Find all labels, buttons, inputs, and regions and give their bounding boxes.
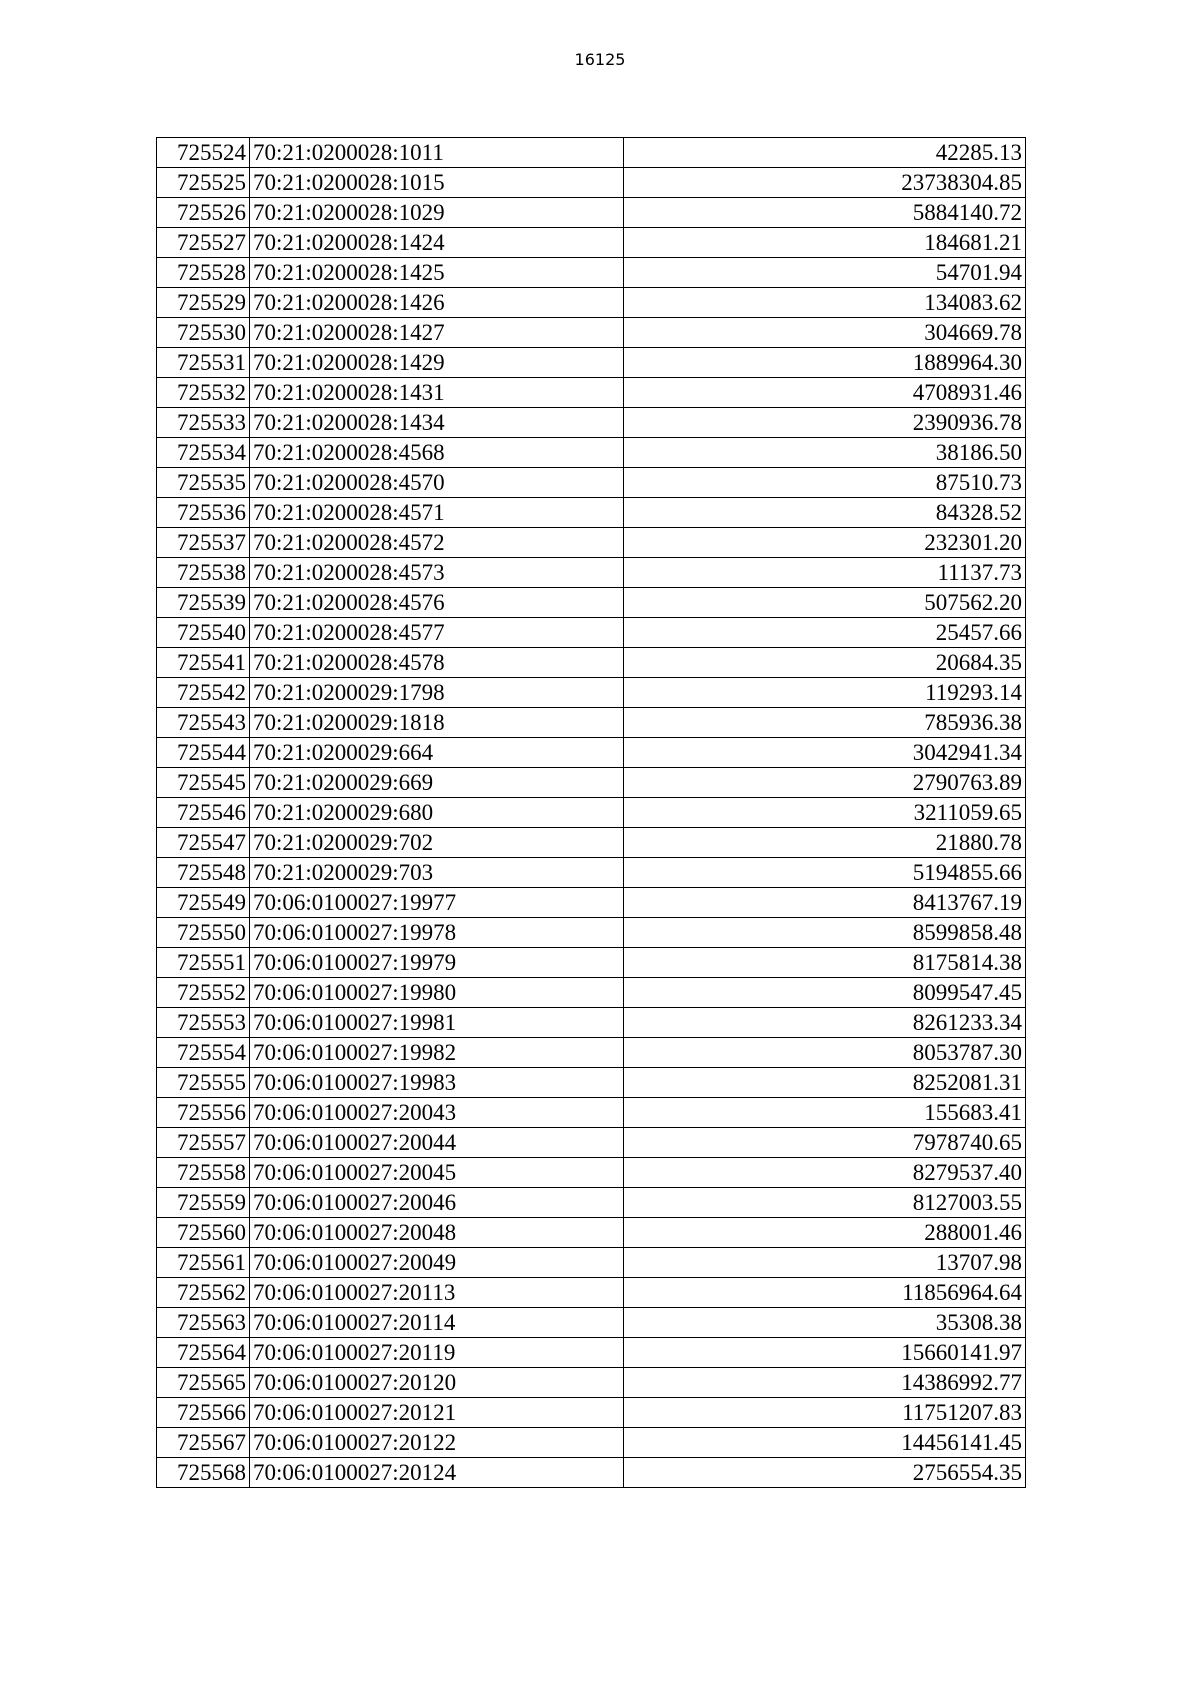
table-row [157, 1008, 1026, 1038]
row-number-cell: 725553 [157, 1008, 250, 1038]
row-number-cell: 725538 [157, 558, 250, 588]
row-number-cell: 725563 [157, 1308, 250, 1338]
cadastral-number-cell: 70:06:0100027:20121 [250, 1398, 624, 1428]
table-row [157, 258, 1026, 288]
row-number-cell: 725547 [157, 828, 250, 858]
table-row [157, 798, 1026, 828]
table-row [157, 678, 1026, 708]
row-number-cell: 725524 [157, 138, 250, 168]
row-number-cell: 725548 [157, 858, 250, 888]
cadastral-value-cell: 3211059.65 [624, 798, 1026, 828]
table-row [157, 378, 1026, 408]
cadastral-number-cell: 70:06:0100027:20124 [250, 1458, 624, 1488]
cadastral-number-cell: 70:21:0200028:1015 [250, 168, 624, 198]
row-number-cell: 725532 [157, 378, 250, 408]
row-number-cell: 725560 [157, 1218, 250, 1248]
row-number-cell: 725568 [157, 1458, 250, 1488]
cadastral-value-cell: 8261233.34 [624, 1008, 1026, 1038]
row-number-cell: 725559 [157, 1188, 250, 1218]
cadastral-number-cell: 70:21:0200029:664 [250, 738, 624, 768]
row-number-cell: 725526 [157, 198, 250, 228]
table-row [157, 1278, 1026, 1308]
cadastral-number-cell: 70:21:0200028:4577 [250, 618, 624, 648]
row-number-cell: 725528 [157, 258, 250, 288]
table-row [157, 618, 1026, 648]
table-row [157, 498, 1026, 528]
cadastral-value-cell: 2390936.78 [624, 408, 1026, 438]
row-number-cell: 725525 [157, 168, 250, 198]
cadastral-value-cell: 3042941.34 [624, 738, 1026, 768]
table-row [157, 708, 1026, 738]
cadastral-number-cell: 70:21:0200029:703 [250, 858, 624, 888]
table-row [157, 438, 1026, 468]
cadastral-number-cell: 70:21:0200028:1011 [250, 138, 624, 168]
cadastral-number-cell: 70:06:0100027:20122 [250, 1428, 624, 1458]
cadastral-value-cell: 5884140.72 [624, 198, 1026, 228]
row-number-cell: 725527 [157, 228, 250, 258]
table-row [157, 1338, 1026, 1368]
row-number-cell: 725561 [157, 1248, 250, 1278]
cadastral-value-cell: 11751207.83 [624, 1398, 1026, 1428]
table-row [157, 1098, 1026, 1128]
cadastral-number-cell: 70:21:0200028:1425 [250, 258, 624, 288]
cadastral-value-cell: 14386992.77 [624, 1368, 1026, 1398]
row-number-cell: 725534 [157, 438, 250, 468]
row-number-cell: 725529 [157, 288, 250, 318]
row-number-cell: 725537 [157, 528, 250, 558]
table-row [157, 228, 1026, 258]
cadastral-number-cell: 70:21:0200028:4571 [250, 498, 624, 528]
cadastral-number-cell: 70:21:0200028:1029 [250, 198, 624, 228]
cadastral-number-cell: 70:21:0200028:4570 [250, 468, 624, 498]
table-row [157, 1188, 1026, 1218]
cadastral-value-cell: 20684.35 [624, 648, 1026, 678]
cadastral-number-cell: 70:21:0200028:4576 [250, 588, 624, 618]
table-row [157, 468, 1026, 498]
cadastral-value-cell: 7978740.65 [624, 1128, 1026, 1158]
cadastral-number-cell: 70:21:0200028:1431 [250, 378, 624, 408]
cadastral-number-cell: 70:21:0200029:680 [250, 798, 624, 828]
cadastral-value-cell: 1889964.30 [624, 348, 1026, 378]
cadastral-number-cell: 70:21:0200028:1424 [250, 228, 624, 258]
cadastral-value-cell: 304669.78 [624, 318, 1026, 348]
table-row [157, 1368, 1026, 1398]
cadastral-number-cell: 70:21:0200028:4568 [250, 438, 624, 468]
cadastral-number-cell: 70:06:0100027:20046 [250, 1188, 624, 1218]
cadastral-value-cell: 15660141.97 [624, 1338, 1026, 1368]
cadastral-value-cell: 87510.73 [624, 468, 1026, 498]
cadastral-value-cell: 2756554.35 [624, 1458, 1026, 1488]
row-number-cell: 725544 [157, 738, 250, 768]
cadastral-number-cell: 70:21:0200028:4572 [250, 528, 624, 558]
cadastral-value-cell: 8053787.30 [624, 1038, 1026, 1068]
table-row [157, 198, 1026, 228]
row-number-cell: 725564 [157, 1338, 250, 1368]
table-row [157, 318, 1026, 348]
row-number-cell: 725549 [157, 888, 250, 918]
table-row [157, 348, 1026, 378]
cadastral-value-cell: 8252081.31 [624, 1068, 1026, 1098]
row-number-cell: 725567 [157, 1428, 250, 1458]
cadastral-number-cell: 70:06:0100027:20048 [250, 1218, 624, 1248]
cadastral-value-cell: 35308.38 [624, 1308, 1026, 1338]
row-number-cell: 725545 [157, 768, 250, 798]
cadastral-value-cell: 14456141.45 [624, 1428, 1026, 1458]
row-number-cell: 725554 [157, 1038, 250, 1068]
row-number-cell: 725542 [157, 678, 250, 708]
table-row [157, 1068, 1026, 1098]
cadastral-value-cell: 23738304.85 [624, 168, 1026, 198]
table-row [157, 1308, 1026, 1338]
table-row [157, 648, 1026, 678]
row-number-cell: 725557 [157, 1128, 250, 1158]
table-row [157, 288, 1026, 318]
table-row [157, 828, 1026, 858]
cadastral-number-cell: 70:06:0100027:20045 [250, 1158, 624, 1188]
table-row [157, 918, 1026, 948]
table-row [157, 528, 1026, 558]
row-number-cell: 725543 [157, 708, 250, 738]
cadastral-number-cell: 70:21:0200028:1427 [250, 318, 624, 348]
table-row [157, 858, 1026, 888]
row-number-cell: 725556 [157, 1098, 250, 1128]
cadastral-value-cell: 288001.46 [624, 1218, 1026, 1248]
row-number-cell: 725551 [157, 948, 250, 978]
cadastral-value-cell: 785936.38 [624, 708, 1026, 738]
cadastral-value-cell: 507562.20 [624, 588, 1026, 618]
cadastral-number-cell: 70:06:0100027:19977 [250, 888, 624, 918]
row-number-cell: 725539 [157, 588, 250, 618]
table-row [157, 1158, 1026, 1188]
row-number-cell: 725565 [157, 1368, 250, 1398]
cadastral-number-cell: 70:21:0200028:1426 [250, 288, 624, 318]
cadastral-number-cell: 70:21:0200028:1429 [250, 348, 624, 378]
row-number-cell: 725535 [157, 468, 250, 498]
cadastral-value-cell: 4708931.46 [624, 378, 1026, 408]
row-number-cell: 725566 [157, 1398, 250, 1428]
table-row [157, 408, 1026, 438]
cadastral-value-cell: 8599858.48 [624, 918, 1026, 948]
cadastral-number-cell: 70:06:0100027:20119 [250, 1338, 624, 1368]
cadastral-value-cell: 42285.13 [624, 138, 1026, 168]
table-row [157, 888, 1026, 918]
row-number-cell: 725552 [157, 978, 250, 1008]
table-row [157, 1398, 1026, 1428]
page-number: 16125 [574, 50, 626, 69]
cadastral-value-table [156, 137, 1026, 1488]
row-number-cell: 725533 [157, 408, 250, 438]
cadastral-value-cell: 5194855.66 [624, 858, 1026, 888]
cadastral-number-cell: 70:06:0100027:19980 [250, 978, 624, 1008]
table-row [157, 588, 1026, 618]
cadastral-number-cell: 70:21:0200028:4578 [250, 648, 624, 678]
cadastral-value-cell: 84328.52 [624, 498, 1026, 528]
row-number-cell: 725531 [157, 348, 250, 378]
cadastral-number-cell: 70:21:0200028:1434 [250, 408, 624, 438]
row-number-cell: 725558 [157, 1158, 250, 1188]
cadastral-number-cell: 70:21:0200029:1818 [250, 708, 624, 738]
cadastral-value-cell: 38186.50 [624, 438, 1026, 468]
cadastral-number-cell: 70:21:0200029:1798 [250, 678, 624, 708]
cadastral-number-cell: 70:06:0100027:19981 [250, 1008, 624, 1038]
table-body [157, 138, 1026, 1488]
cadastral-value-cell: 8279537.40 [624, 1158, 1026, 1188]
cadastral-number-cell: 70:06:0100027:20113 [250, 1278, 624, 1308]
table-row [157, 1248, 1026, 1278]
table-row [157, 768, 1026, 798]
table-row [157, 1038, 1026, 1068]
cadastral-number-cell: 70:06:0100027:20120 [250, 1368, 624, 1398]
cadastral-value-cell: 155683.41 [624, 1098, 1026, 1128]
cadastral-value-cell: 11137.73 [624, 558, 1026, 588]
table-row [157, 1428, 1026, 1458]
cadastral-value-cell: 54701.94 [624, 258, 1026, 288]
cadastral-value-cell: 11856964.64 [624, 1278, 1026, 1308]
cadastral-value-cell: 119293.14 [624, 678, 1026, 708]
cadastral-number-cell: 70:06:0100027:20114 [250, 1308, 624, 1338]
table-row [157, 1458, 1026, 1488]
row-number-cell: 725536 [157, 498, 250, 528]
row-number-cell: 725555 [157, 1068, 250, 1098]
row-number-cell: 725546 [157, 798, 250, 828]
row-number-cell: 725540 [157, 618, 250, 648]
cadastral-value-cell: 8099547.45 [624, 978, 1026, 1008]
row-number-cell: 725541 [157, 648, 250, 678]
cadastral-value-cell: 8127003.55 [624, 1188, 1026, 1218]
row-number-cell: 725530 [157, 318, 250, 348]
cadastral-value-cell: 232301.20 [624, 528, 1026, 558]
cadastral-value-cell: 8175814.38 [624, 948, 1026, 978]
table-row [157, 948, 1026, 978]
row-number-cell: 725550 [157, 918, 250, 948]
table-row [157, 738, 1026, 768]
cadastral-number-cell: 70:06:0100027:20049 [250, 1248, 624, 1278]
cadastral-number-cell: 70:06:0100027:19978 [250, 918, 624, 948]
cadastral-number-cell: 70:06:0100027:19982 [250, 1038, 624, 1068]
cadastral-number-cell: 70:06:0100027:20044 [250, 1128, 624, 1158]
cadastral-value-cell: 134083.62 [624, 288, 1026, 318]
table-row [157, 1128, 1026, 1158]
cadastral-number-cell: 70:21:0200028:4573 [250, 558, 624, 588]
cadastral-number-cell: 70:21:0200029:669 [250, 768, 624, 798]
table-row [157, 138, 1026, 168]
row-number-cell: 725562 [157, 1278, 250, 1308]
cadastral-value-cell: 8413767.19 [624, 888, 1026, 918]
cadastral-number-cell: 70:06:0100027:19979 [250, 948, 624, 978]
table-row [157, 168, 1026, 198]
cadastral-value-cell: 25457.66 [624, 618, 1026, 648]
cadastral-value-cell: 184681.21 [624, 228, 1026, 258]
cadastral-value-cell: 2790763.89 [624, 768, 1026, 798]
cadastral-value-cell: 13707.98 [624, 1248, 1026, 1278]
cadastral-number-cell: 70:21:0200029:702 [250, 828, 624, 858]
table-row [157, 978, 1026, 1008]
cadastral-number-cell: 70:06:0100027:20043 [250, 1098, 624, 1128]
cadastral-number-cell: 70:06:0100027:19983 [250, 1068, 624, 1098]
table-row [157, 1218, 1026, 1248]
cadastral-value-cell: 21880.78 [624, 828, 1026, 858]
table-row [157, 558, 1026, 588]
